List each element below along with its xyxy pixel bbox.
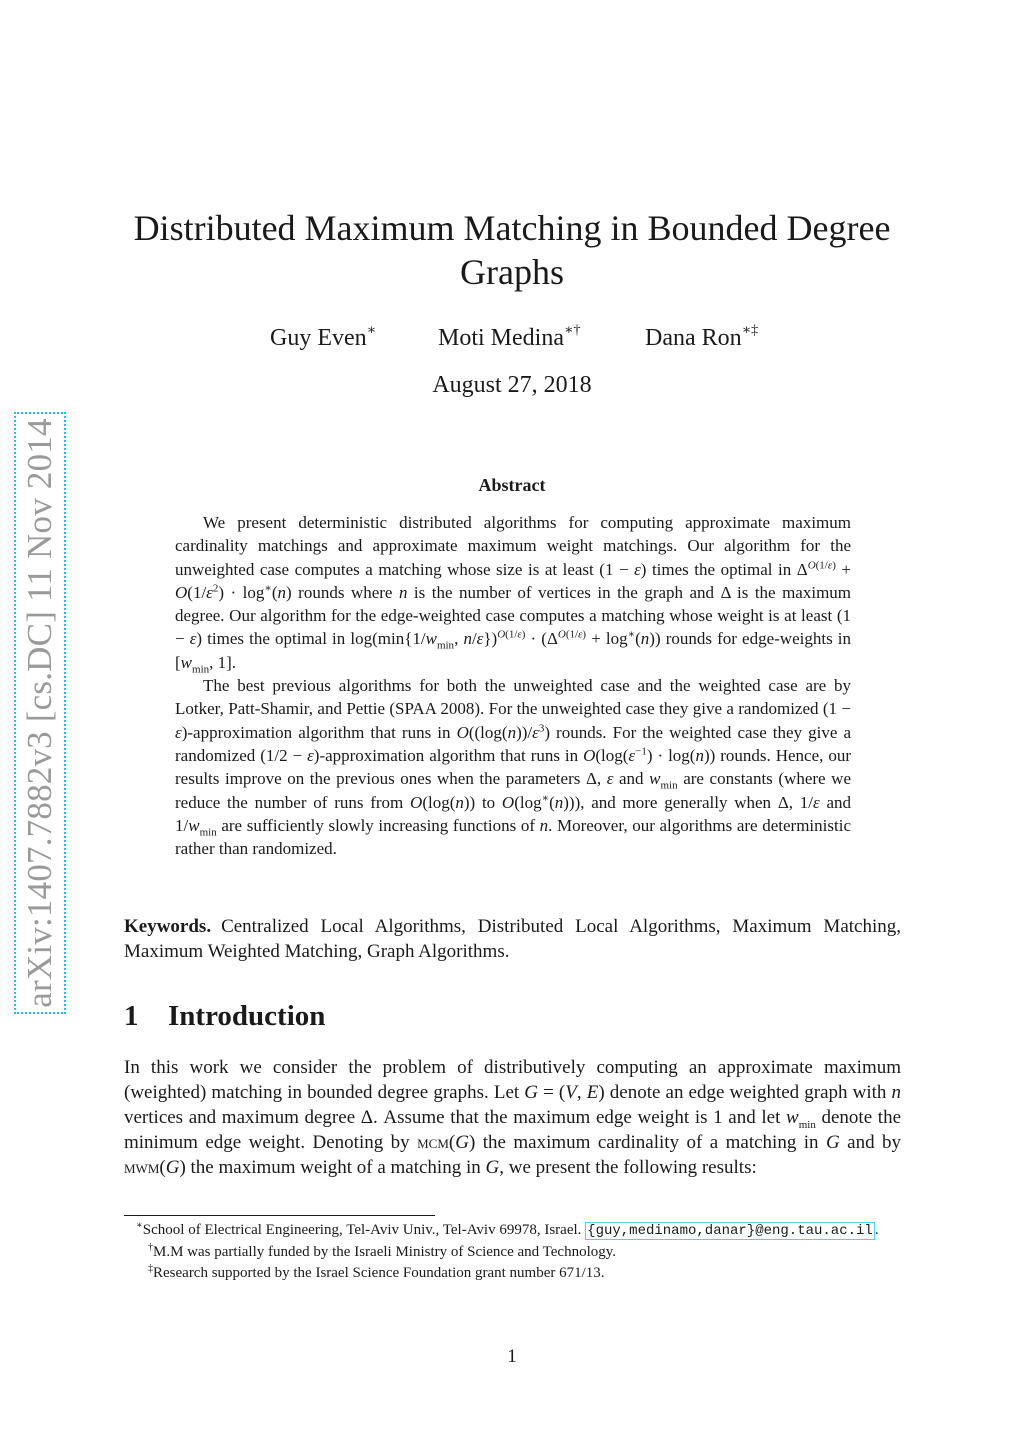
section-number: 1 — [124, 1000, 139, 1032]
section-title: Introduction — [168, 1000, 326, 1032]
author-1: Guy Even∗ — [270, 323, 377, 351]
paper-date: August 27, 2018 — [432, 372, 592, 398]
page-number: 1 — [507, 1346, 517, 1367]
footnotes — [124, 1220, 901, 1284]
footnote-2: †M.M was partially funded by the Israeli Ministry of Science and Technology. — [148, 1242, 617, 1260]
section-heading — [124, 1000, 325, 1033]
paper-title: Distributed Maximum Matching in Bounded Degree Graphs — [133, 208, 891, 292]
abstract-heading: Abstract — [478, 475, 546, 495]
keywords-block — [124, 914, 901, 964]
keywords-text: Centralized Local Algorithms, Distributed Local Algorithms, Maximum Matching, Maximum Weighted Matching, Graph Algorithms. — [124, 916, 901, 962]
email-link[interactable]: {guy,medinamo,danar}@eng.tau.ac.il — [587, 1223, 873, 1239]
abstract-paragraph-1: We present deterministic distributed algorithms for computing approximate maximum cardinality matchings and approximate maximum weight matchings. Our algorithm for the unweighted case computes a matching whose size is at least (1 − ε) times the optimal in $\Delta^{O(1/\varepsilon)} + O(1/\varepsilon^2) \cdot \log^∗(n)$ rounds where n is the number of vertices in the graph and Δ is the maximum degree. Our algorithm for the edge-weighted case computes a matching whose weight is at least (1 − ε) times the optimal in $\log(\min\{1/w_{min}$, $n/\varepsilon\})^{O(1/\varepsilon)} \cdot (\Delta^{O(1/\varepsilon)} + \log^∗(n))$ rounds for edge-weights in [$w_{min}$, 1]. — [175, 513, 852, 676]
introduction-paragraph: In this work we consider the problem of distributively computing an approximate maximum (weighted) matching in bounded degree graphs. Let G = (V, E) denote an edge weighted graph with n vertices and maximum degree Δ. Assume that the maximum edge weight is 1 and let $w_{min}$ denote the minimum edge weight. Denoting by mcm(G) the maximum cardinality of a matching in G and by mwm(G) the maximum weight of a matching in G, we present the following results: — [124, 1057, 902, 1178]
keywords-label: Keywords. — [124, 916, 212, 937]
abstract-paragraph-2: The best previous algorithms for both the unweighted case and the weighted case are by Lotker, Patt-Shamir, and Pettie (SPAA 2008). For the unweighted case they give a randomized (1 − ε)-approximation algorithm that runs in $O((\log(n))/\varepsilon^3)$ rounds. For the weighted case they give a randomized (1/2 − ε)-approximation algorithm that runs in $O(\log(\varepsilon^{-1}) \cdot \log(n))$ rounds. Hence, our results improve on the previous ones when the parameters Δ, ε and $w_{min}$ are constants (where we reduce the number of runs from O(log(n)) to O(log∗(n))), and more generally when Δ, 1/ε and $1/w_{min}$ are sufficiently slowly increasing functions of n. Moreover, our algorithms are deterministic rather than randomized. — [175, 676, 851, 859]
abstract-body — [175, 511, 851, 860]
arxiv-stamp-label: arXiv:1407.7882v3 [cs.DC] 11 Nov 2014 — [20, 418, 59, 1008]
footnote-1: ∗School of Electrical Engineering, Tel-Aviv Univ., Tel-Aviv 69978, Israel. {guy,medinamo,danar}@eng.tau.ac.il . — [136, 1220, 879, 1239]
footnote-3: ‡Research supported by the Israel Science Foundation grant number 671/13. — [148, 1263, 605, 1281]
author-list — [0, 322, 1024, 356]
footnote-separator — [124, 1215, 435, 1216]
author-2: Moti Medina∗† — [438, 323, 581, 351]
arxiv-stamp[interactable] — [14, 412, 66, 1014]
author-3: Dana Ron∗‡ — [645, 323, 759, 351]
